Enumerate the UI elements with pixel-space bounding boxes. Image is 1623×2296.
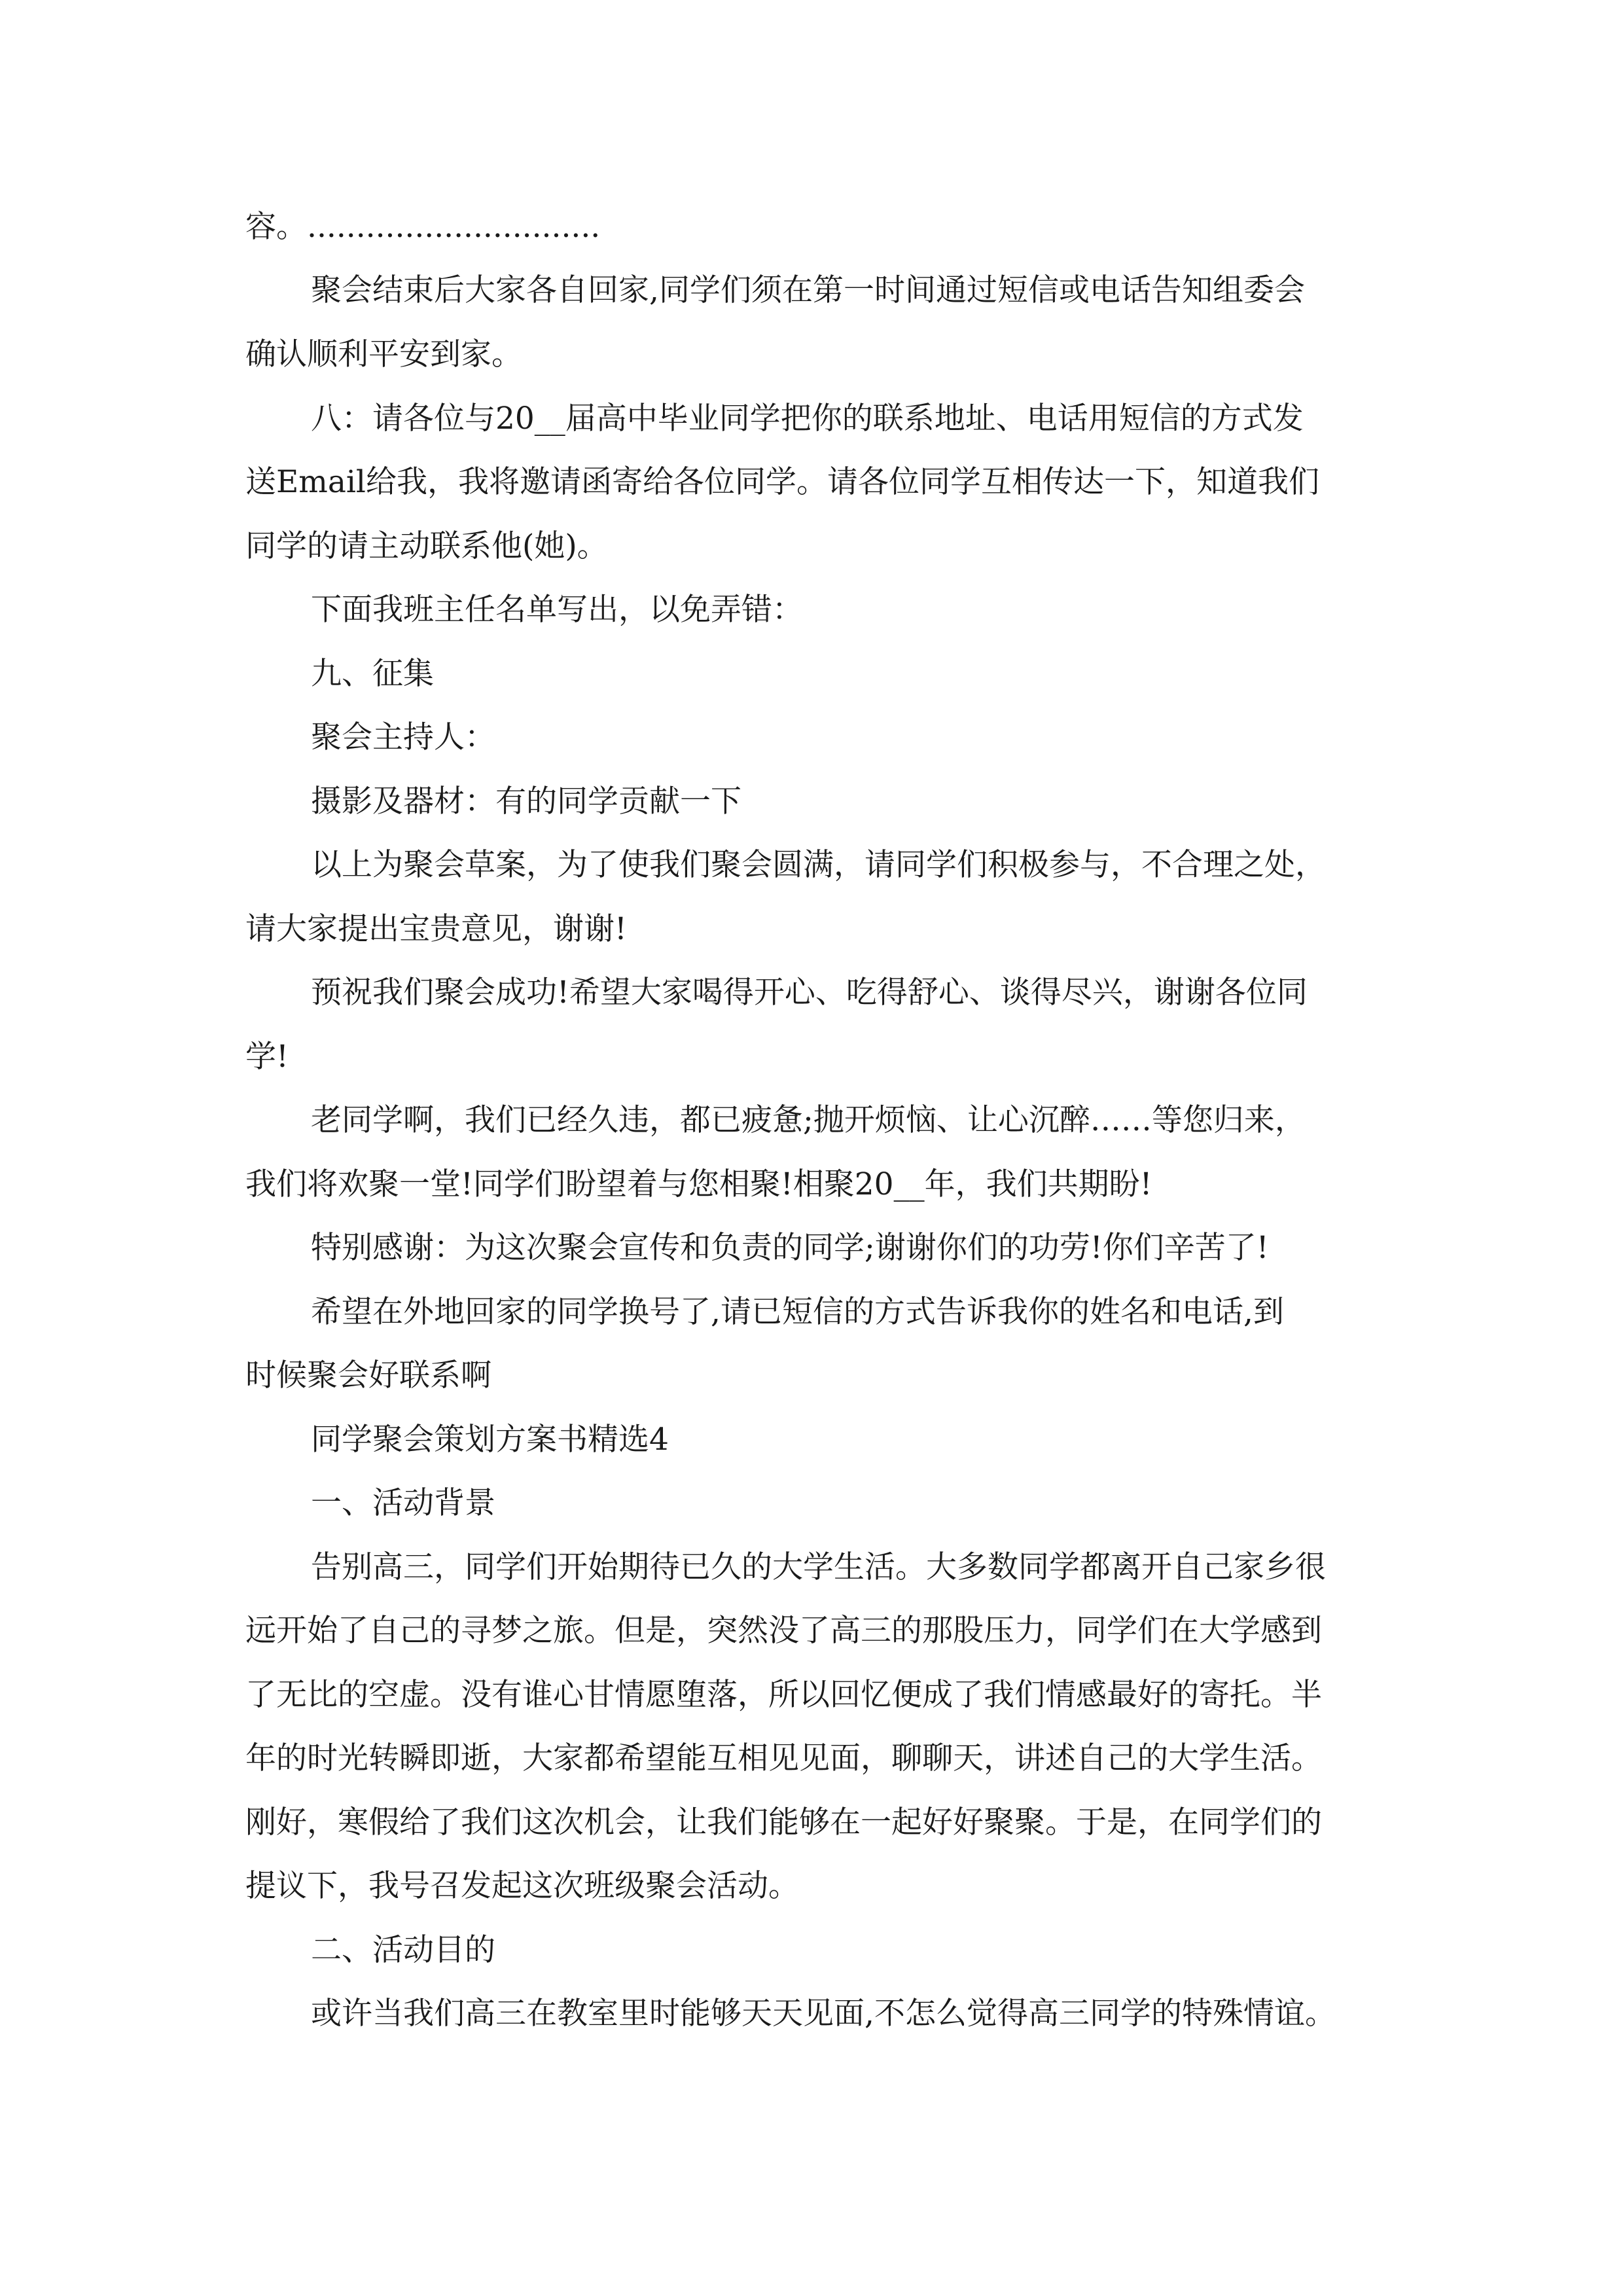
text-line: 时候聚会好联系啊 (245, 1357, 491, 1393)
section-title: 同学聚会策划方案书精选4 (311, 1422, 669, 1458)
text-line: 请大家提出宝贵意见，谢谢! (245, 911, 627, 947)
text-line: 远开始了自己的寻梦之旅。但是，突然没了高三的那股压力，同学们在大学感到 (245, 1613, 1322, 1649)
text-line: 希望在外地回家的同学换号了,请已短信的方式告诉我你的姓名和电话,到 (311, 1294, 1284, 1330)
section-heading: 九、征集 (311, 656, 434, 692)
section-heading: 二、活动目的 (311, 1932, 495, 1968)
text-line: 聚会结束后大家各自回家,同学们须在第一时间通过短信或电话告知组委会 (311, 272, 1305, 308)
text-line: 或许当我们高三在教室里时能够天天见面,不怎么觉得高三同学的特殊情谊。 (311, 1996, 1336, 2032)
text-line: 下面我班主任名单写出，以免弄错： (311, 592, 803, 628)
text-line: 了无比的空虚。没有谁心甘情愿堕落，所以回忆便成了我们情感最好的寄托。半 (245, 1677, 1322, 1713)
text-line: 特别感谢：为这次聚会宣传和负责的同学;谢谢你们的功劳!你们辛苦了! (311, 1230, 1269, 1266)
text-line: 年的时光转瞬即逝，大家都希望能互相见见面，聊聊天，讲述自己的大学生活。 (245, 1740, 1322, 1776)
text-line: 同学的请主动联系他(她)。 (245, 528, 608, 564)
text-line: 老同学啊，我们已经久违，都已疲惫;抛开烦恼、让心沉醉……等您归来， (311, 1102, 1306, 1138)
section-heading: 一、活动背景 (311, 1485, 495, 1521)
text-line: 预祝我们聚会成功!希望大家喝得开心、吃得舒心、谈得尽兴，谢谢各位同 (311, 975, 1308, 1011)
text-line: 确认顺利平安到家。 (245, 336, 522, 372)
text-line: 以上为聚会草案，为了使我们聚会圆满，请同学们积极参与，不合理之处， (311, 847, 1326, 883)
text-line: 八：请各位与20__届高中毕业同学把你的联系地址、电话用短信的方式发 (311, 401, 1304, 437)
text-line: 容。.............................. (245, 209, 601, 245)
text-line: 聚会主持人： (311, 719, 495, 755)
text-line: 刚好，寒假给了我们这次机会，让我们能够在一起好好聚聚。于是，在同学们的 (245, 1804, 1322, 1840)
text-line: 提议下，我号召发起这次班级聚会活动。 (245, 1868, 799, 1904)
text-line: 告别高三，同学们开始期待已久的大学生活。大多数同学都离开自己家乡很 (311, 1549, 1326, 1585)
text-line: 我们将欢聚一堂!同学们盼望着与您相聚!相聚20__年，我们共期盼! (245, 1166, 1152, 1202)
text-line: 摄影及器材：有的同学贡献一下 (311, 783, 741, 819)
text-line: 学! (245, 1039, 289, 1075)
text-line: 送Email给我，我将邀请函寄给各位同学。请各位同学互相传达一下，知道我们 (245, 464, 1319, 500)
